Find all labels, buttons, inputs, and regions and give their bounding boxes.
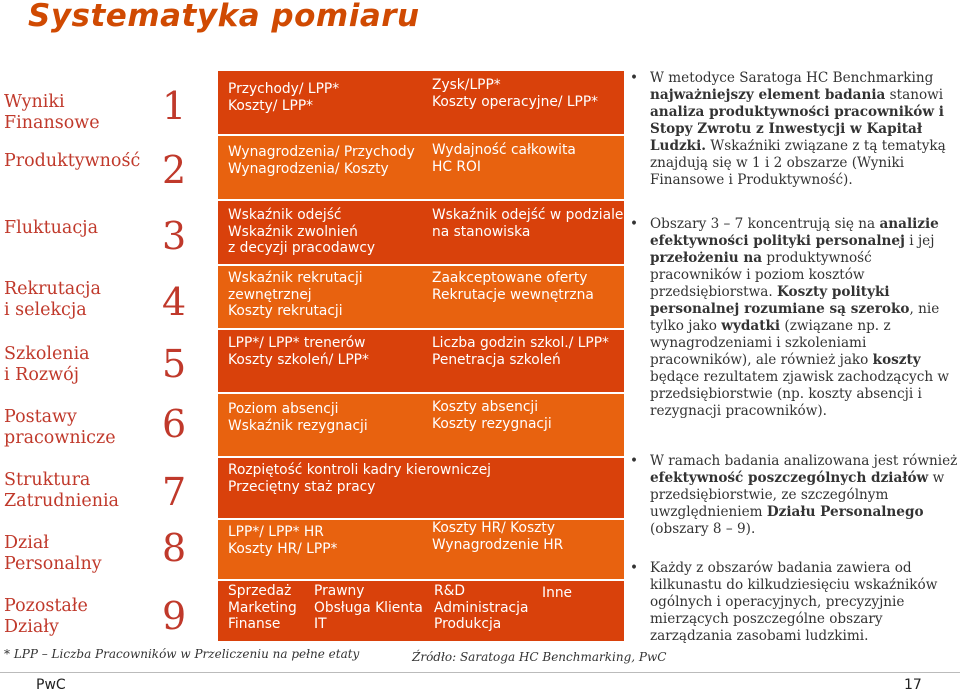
area-number: 8 bbox=[162, 526, 187, 570]
bullet-segment: Obszary 3 – 7 koncentrują się na bbox=[650, 216, 880, 232]
category-szkolenia: Szkolenia i Rozwój bbox=[4, 344, 90, 385]
metrics-row bbox=[218, 330, 624, 392]
metrics-table bbox=[218, 71, 624, 641]
bullet-highlight: koszty bbox=[872, 352, 921, 368]
footer-divider bbox=[0, 672, 960, 673]
page-number: 17 bbox=[904, 677, 922, 693]
bullet-highlight: analiza produktywności pracowników i Stopy Zwrotu z Inwestycji w Kapitał Ludzki. bbox=[650, 104, 944, 154]
bullet-segment: W metodyce Saratoga HC Benchmarking bbox=[650, 70, 934, 86]
bullet-text bbox=[650, 453, 960, 538]
metrics-left: Poziom absencji Wskaźnik rezygnacji bbox=[228, 401, 368, 434]
category-rekrutacja: Rekrutacja i selekcja bbox=[4, 279, 101, 320]
department-col: Prawny Obsługa Klienta IT bbox=[314, 583, 423, 632]
metrics-right: Zaakceptowane oferty Rekrutacje wewnętrzna bbox=[432, 270, 594, 303]
metrics-row bbox=[218, 136, 624, 199]
metrics-left: Wskaźnik rekrutacji zewnętrznej Koszty rekrutacji bbox=[228, 270, 363, 319]
footer-brand: PwC bbox=[36, 677, 66, 693]
bullet-segment: będące rezultatem zjawisk zachodzących w przedsiębiorstwie (np. koszty absencji i rezygnacji pracowników). bbox=[650, 369, 950, 419]
area-number: 9 bbox=[162, 594, 187, 638]
department-col: R&D Administracja Produkcja bbox=[434, 583, 529, 632]
bullet-segment: Wskaźniki związane z tą tematyką znajdują się w 1 i 2 obszarze (Wyniki Finansowe i Produktywność). bbox=[650, 138, 946, 188]
bullet-icon: • bbox=[630, 453, 639, 469]
metrics-row bbox=[218, 71, 624, 134]
metrics-row bbox=[218, 581, 624, 641]
metrics-row bbox=[218, 266, 624, 328]
bullet-segment: i jej bbox=[904, 233, 935, 249]
bullet-icon: • bbox=[630, 560, 639, 576]
area-number: 5 bbox=[162, 342, 187, 386]
bullet-highlight: Działu Personalnego bbox=[766, 504, 924, 520]
area-number: 6 bbox=[162, 402, 187, 446]
bullet-segment: W ramach badania analizowana jest również bbox=[650, 453, 958, 469]
metrics-left: Wynagrodzenia/ Przychody Wynagrodzenia/ Koszty bbox=[228, 144, 415, 177]
metrics-left: Wskaźnik odejść Wskaźnik zwolnień z decyzji pracodawcy bbox=[228, 207, 376, 256]
bullet-highlight: analizie efektywności polityki personalnej bbox=[650, 216, 939, 249]
metrics-right: Liczba godzin szkol./ LPP* Penetracja szkoleń bbox=[432, 335, 609, 368]
category-postawy: Postawy pracownicze bbox=[4, 407, 116, 448]
area-number: 2 bbox=[162, 148, 187, 192]
metrics-left: Rozpiętość kontroli kadry kierowniczej Przeciętny staż pracy bbox=[228, 462, 492, 495]
category-wyniki-finansowe: Wyniki Finansowe bbox=[4, 92, 100, 133]
bullet-text bbox=[650, 560, 960, 645]
bullet-segment: produktywność pracowników i poziom kosztów przedsiębiorstwa. bbox=[650, 250, 872, 300]
bullet-highlight: Koszty polityki personalnej rozumiane są szeroko bbox=[650, 284, 910, 317]
area-number: 3 bbox=[162, 214, 187, 258]
category-pozostale: Pozostałe Działy bbox=[4, 596, 88, 637]
category-fluktuacja: Fluktuacja bbox=[4, 218, 99, 238]
bullet-segment: stanowi bbox=[885, 87, 944, 103]
bullet-icon: • bbox=[630, 216, 639, 232]
bullet-icon: • bbox=[630, 70, 639, 86]
metrics-row bbox=[218, 458, 624, 518]
bullet-segment: Każdy z obszarów badania zawiera od kilkunastu do kilkudziesięciu wskaźników ogólnych i operacyjnych, precyzyjnie mierzących poszczególne obszary zarządzania zasobami ludzkimi. bbox=[650, 560, 938, 644]
bullet-text bbox=[650, 216, 960, 420]
metrics-right: Koszty HR/ Koszty Wynagrodzenie HR bbox=[432, 520, 564, 553]
bullet-segment: w przedsiębiorstwie, ze szczególnym uwzględnieniem bbox=[650, 470, 945, 520]
category-dzial-personalny: Dział Personalny bbox=[4, 533, 102, 574]
metrics-row bbox=[218, 520, 624, 579]
metrics-row bbox=[218, 201, 624, 264]
bullet-text bbox=[650, 70, 960, 189]
bullet-segment: (związane np. z wynagrodzeniami i szkoleniami pracowników), ale również jako bbox=[650, 318, 891, 368]
metrics-left: Przychody/ LPP* Koszty/ LPP* bbox=[228, 81, 340, 114]
bullet-segment: , nie tylko jako bbox=[650, 301, 940, 334]
bullet-highlight: najważniejszy element badania bbox=[650, 87, 886, 103]
bullet-highlight: przełożeniu na bbox=[650, 250, 763, 266]
metrics-right: Wskaźnik odejść w podziale na stanowiska bbox=[432, 207, 624, 240]
bullet-segment: (obszary 8 – 9). bbox=[650, 521, 756, 537]
metrics-left: LPP*/ LPP* HR Koszty HR/ LPP* bbox=[228, 524, 338, 557]
metrics-row bbox=[218, 394, 624, 456]
footnote: * LPP – Liczba Pracowników w Przeliczeniu na pełne etaty bbox=[4, 647, 360, 661]
department-col: Inne bbox=[542, 585, 573, 601]
bullet-highlight: wydatki bbox=[721, 318, 781, 334]
category-produktywnosc: Produktywność bbox=[4, 151, 141, 171]
metrics-left: LPP*/ LPP* trenerów Koszty szkoleń/ LPP* bbox=[228, 335, 369, 368]
metrics-right: Zysk/LPP* Koszty operacyjne/ LPP* bbox=[432, 77, 599, 110]
area-number: 1 bbox=[162, 84, 187, 128]
area-number: 4 bbox=[162, 280, 187, 324]
bullet-highlight: efektywność poszczególnych działów bbox=[650, 470, 929, 486]
department-col: Sprzedaż Marketing Finanse bbox=[228, 583, 297, 632]
metrics-right: Koszty absencji Koszty rezygnacji bbox=[432, 399, 552, 432]
category-struktura: Struktura Zatrudnienia bbox=[4, 470, 119, 511]
page-title: Systematyka pomiaru bbox=[28, 0, 420, 34]
area-number: 7 bbox=[162, 470, 187, 514]
source-note: Źródło: Saratoga HC Benchmarking, PwC bbox=[412, 650, 667, 664]
metrics-right: Wydajność całkowita HC ROI bbox=[432, 142, 576, 175]
